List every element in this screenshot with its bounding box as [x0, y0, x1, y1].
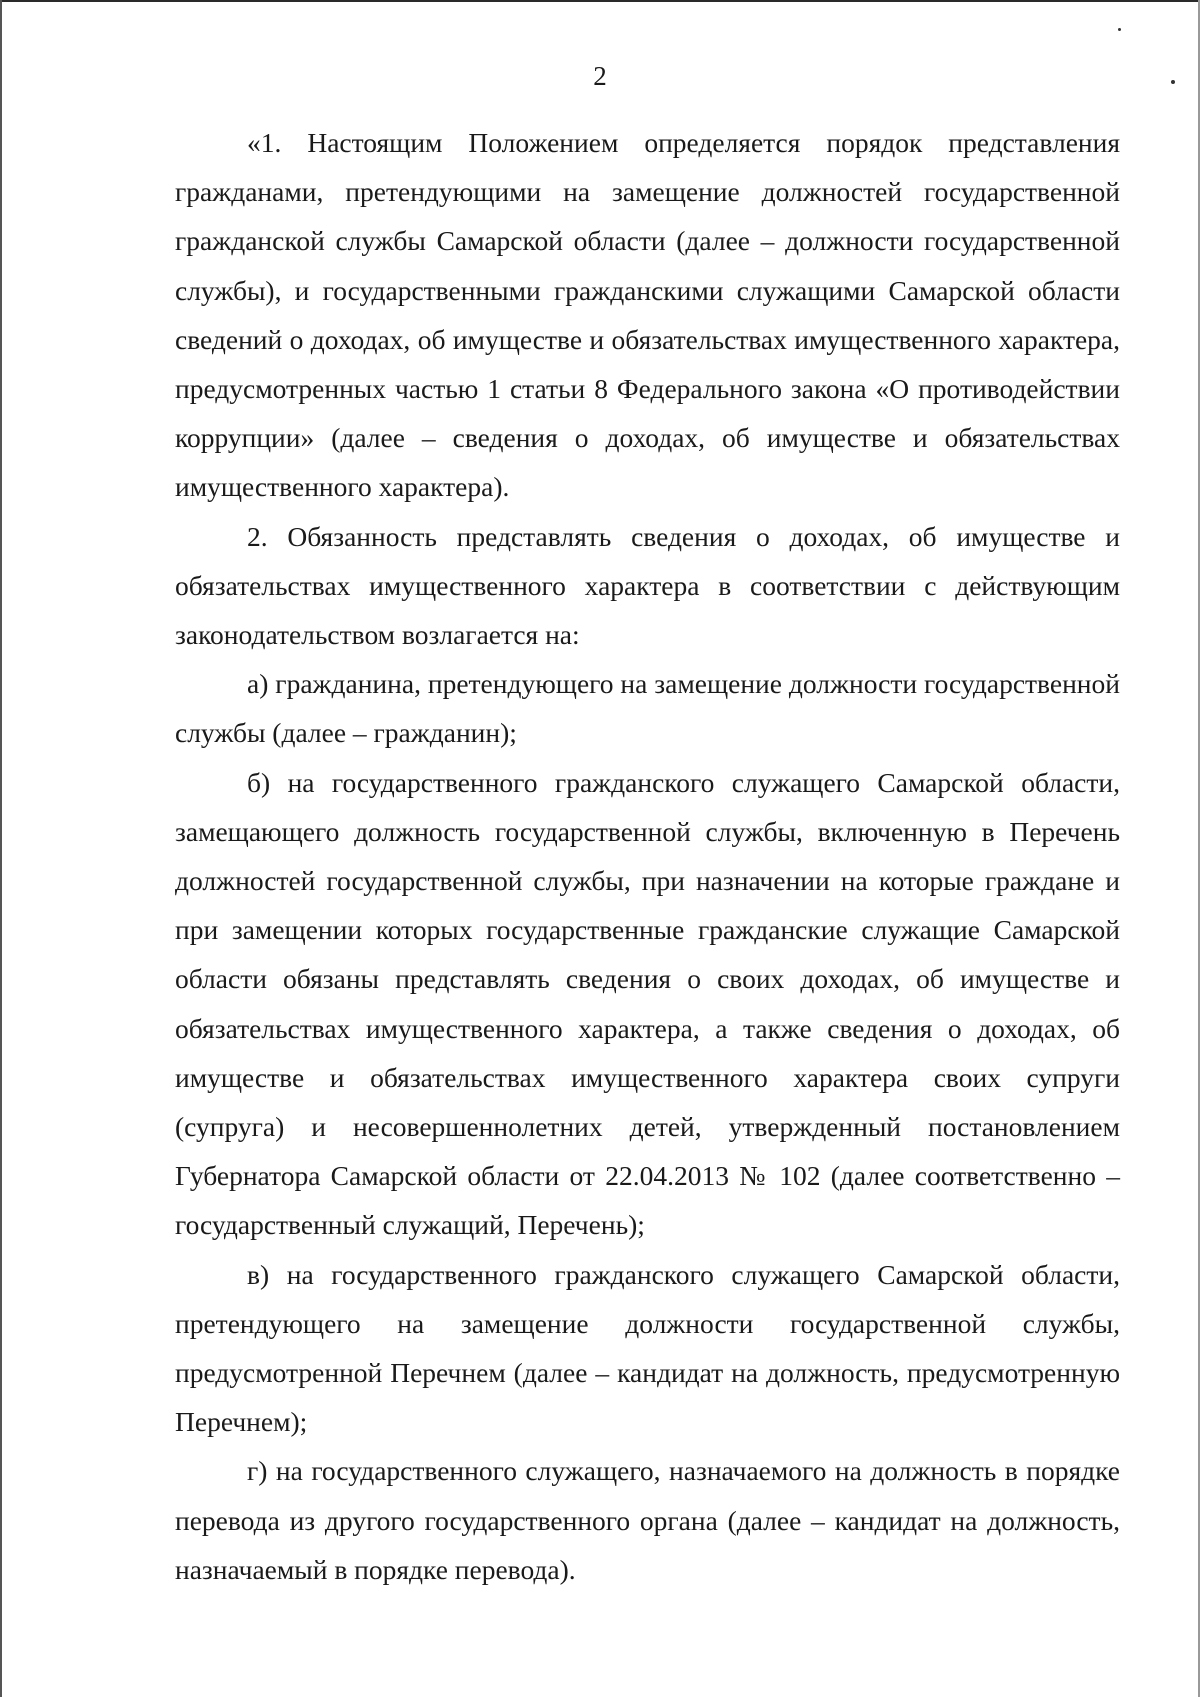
- paragraph-2b: б) на государственного гражданского служащего Самарской области, замещающего должность государственной службы, включенную в Перечень должностей государственной службы, при назначении на которые граждане и при замещении которых государственные гражданские служащие Самарской области обязаны представлять сведения о своих доходах, об имуществе и обязательствах имущественного характера, а также сведения о доходах, об имуществе и обязательствах имущественного характера своих супруги (супруга) и несовершеннолетних детей, утвержденный постановлением Губернатора Самарской области от 22.04.2013 № 102 (далее соответственно – государственный служащий, Перечень);: [175, 766, 1120, 1241]
- paragraph-2v: в) на государственного гражданского служащего Самарской области, претендующего на замещение должности государственной службы, предусмотренной Перечнем (далее – кандидат на должность, предусмотренную Перечнем);: [175, 1258, 1120, 1438]
- scan-edge-top: [0, 0, 1200, 2]
- scan-speck: [1118, 28, 1121, 31]
- paragraph-1: «1. Настоящим Положением определяется порядок представления гражданами, претендующими на замещение должностей государственной гражданской службы Самарской области (далее – должности государственной службы), и государственными гражданскими служащими Самарской области сведений о доходах, об имуществе и обязательствах имущественного характера, предусмотренных частью 1 статьи 8 Федерального закона «О противодействии коррупции» (далее – сведения о доходах, об имуществе и обязательствах имущественного характера).: [175, 127, 1120, 503]
- paragraph-2g: г) на государственного служащего, назначаемого на должность в порядке перевода из другого государственного органа (далее – кандидат на должность, назначаемый в порядке перевода).: [175, 1455, 1120, 1585]
- paragraph-2: 2. Обязанность представлять сведения о доходах, об имуществе и обязательствах имущественного характера в соответствии с действующим законодательством возлагается на:: [175, 520, 1120, 651]
- page-number: 2: [593, 61, 607, 91]
- scan-edge-left: [0, 0, 2, 1697]
- document-body: [175, 118, 1120, 1594]
- paragraph-2a: а) гражданина, претендующего на замещение должности государственной службы (далее – гражданин);: [175, 668, 1120, 749]
